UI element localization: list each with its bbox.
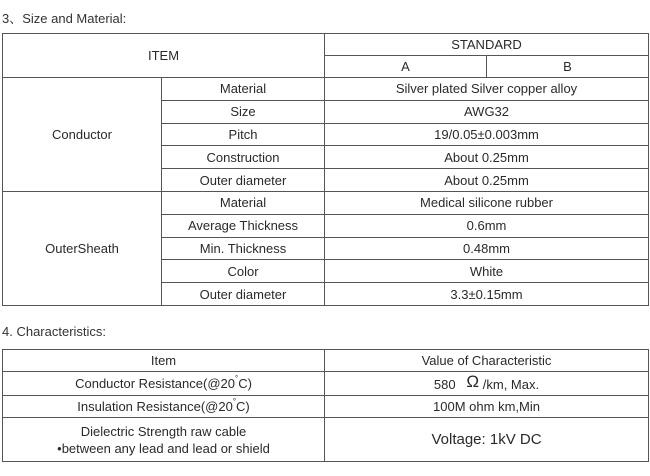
degree-sign: ° [232, 397, 237, 406]
row-label: Size [162, 100, 325, 123]
row-label: Outer diameter [162, 169, 325, 192]
row-label: Construction [162, 146, 325, 169]
standard-col-a: A [325, 56, 487, 78]
row-value: About 0.25mm [325, 146, 649, 169]
row-value: 0.48mm [325, 237, 649, 260]
standard-col-b: B [487, 56, 649, 78]
dielectric-strength-label: Dielectric Strength raw cable •between any lead and lead or shield [3, 418, 325, 462]
conductor-resistance-value: 580 Ω /km, Max. [325, 372, 649, 396]
dielectric-strength-value: Voltage: 1kV DC [325, 418, 649, 462]
table-row [3, 191, 649, 214]
row-label: Color [162, 260, 325, 283]
standard-header: STANDARD [325, 34, 649, 56]
row-label: Min. Thickness [162, 237, 325, 260]
row-value: About 0.25mm [325, 169, 649, 192]
row-label: Material [162, 78, 325, 101]
conductor-resistance-label: Conductor Resistance(@20°C) [3, 372, 325, 396]
characteristics-table [2, 349, 649, 462]
row-label: Outer diameter [162, 283, 325, 306]
row-value: 19/0.05±0.003mm [325, 123, 649, 146]
insulation-resistance-label: Insulation Resistance(@20°C) [3, 396, 325, 418]
row-value: White [325, 260, 649, 283]
header-item: Item [3, 350, 325, 372]
size-material-table [2, 33, 649, 306]
table-row [3, 396, 649, 418]
row-value: Medical silicone rubber [325, 191, 649, 214]
row-value: 0.6mm [325, 214, 649, 237]
group-conductor: Conductor [3, 78, 162, 192]
row-label: Material [162, 191, 325, 214]
table-row [3, 418, 649, 462]
section-4-heading: 4. Characteristics: [2, 324, 107, 339]
row-label: Pitch [162, 123, 325, 146]
insulation-resistance-value: 100M ohm km,Min [325, 396, 649, 418]
row-value: 3.3±0.15mm [325, 283, 649, 306]
row-value: AWG32 [325, 100, 649, 123]
degree-sign: ° [234, 374, 239, 383]
row-value: Silver plated Silver copper alloy [325, 78, 649, 101]
item-header: ITEM [3, 34, 325, 78]
table-row [3, 372, 649, 396]
ohm-symbol: Ω [466, 371, 480, 391]
group-outersheath: OuterSheath [3, 191, 162, 305]
section-3-heading: 3、Size and Material: [2, 11, 127, 26]
table-row [3, 78, 649, 101]
row-label: Average Thickness [162, 214, 325, 237]
header-value: Value of Characteristic [325, 350, 649, 372]
